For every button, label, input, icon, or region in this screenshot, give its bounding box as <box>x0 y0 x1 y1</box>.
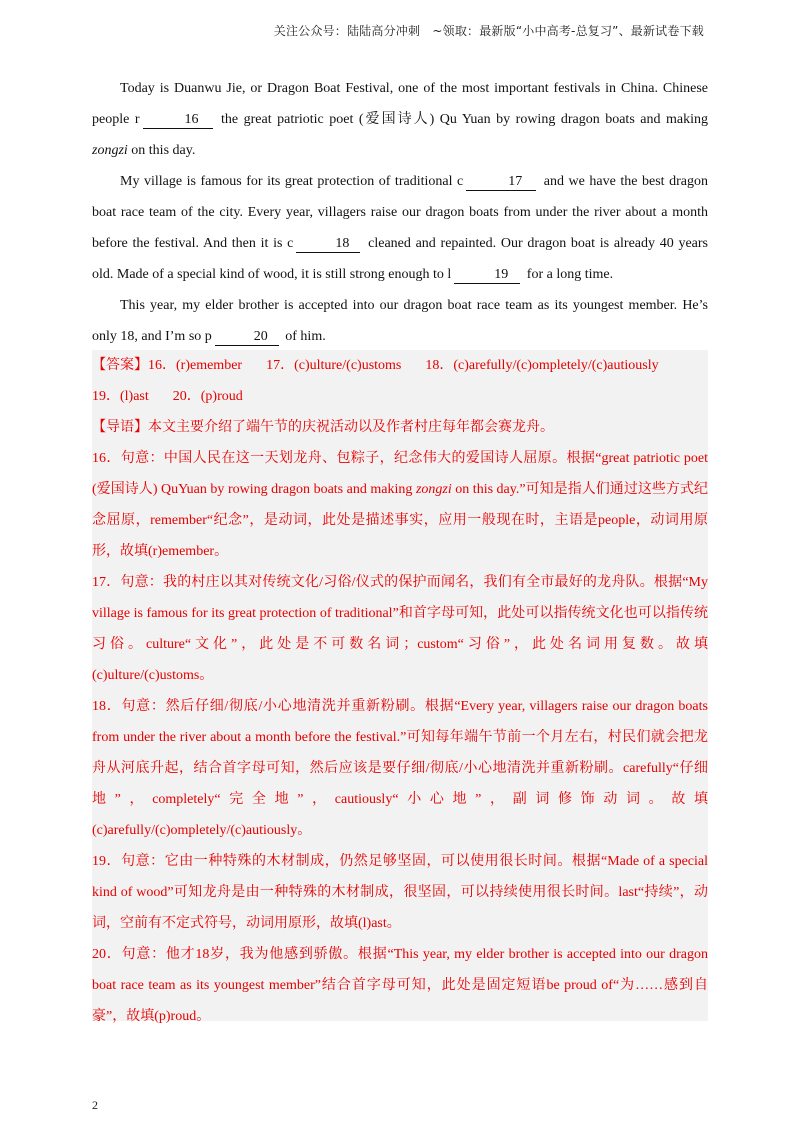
answer-19: 19．(l)ast <box>92 389 149 404</box>
passage-paragraph-2 <box>92 166 708 290</box>
passage-text: the great patriotic poet (爱国诗人) Qu Yuan by rowing dragon boats and making <box>215 112 708 127</box>
passage-paragraph-1 <box>92 73 708 166</box>
passage-text: My village is famous for its great protection of traditional c <box>120 174 464 189</box>
answer-label: 【答案】 <box>92 358 148 373</box>
passage-text: cleaned and repainted. Our dragon boat is already 40 years old. Made of a special kind of wood, it is still strong enough to l <box>92 236 708 282</box>
blank-18: 18 <box>296 235 360 253</box>
blank-19: 19 <box>454 266 520 284</box>
explanation-text: on this day.”可知是指人们通过这些方式纪念屈原，remember“纪念”，是动词，此处是描述事实，应用一般现在时，主语是people，动词用原形，故填(r)emember。 <box>92 482 708 559</box>
passage-text: for a long time. <box>523 267 614 282</box>
passage-paragraph-3 <box>92 290 708 352</box>
explanation-text: 16．句意：中国人民在这一天划龙舟、包粽子，纪念伟大的爱国诗人屈原。根据“great patriotic poet (爱国诗人) QuYuan by rowing dragon boats and making <box>92 451 708 497</box>
answer-20: 20．(p)roud <box>172 389 243 404</box>
answer-17: 17．(c)ulture/(c)ustoms <box>266 358 402 373</box>
blank-16: 16 <box>143 111 213 129</box>
passage-text: Today is Duanwu Jie, or Dragon Boat Festival, one of the most important festivals in China. Chinese people r <box>92 81 708 127</box>
passage-text: of him. <box>281 329 326 344</box>
answer-18: 18．(c)arefully/(c)ompletely/(c)autiously <box>425 358 659 373</box>
explanation-18: 18．句意：然后仔细/彻底/小心地清洗并重新粉刷。根据“Every year, villagers raise our dragon boats from under the river about a month before the festival.”可知每年端午节前一个月左右，村民们就会把龙舟从河底升起，结合首字母可知，然后应该是要仔细/彻底/小心地清洗并重新粉刷。carefully“仔细地”，completely“完全地”，cautiously“小心地”，副词修饰动词。故填(c)arefully/(c)ompletely/(c)autiously。 <box>92 699 708 838</box>
explanation-16 <box>92 443 708 567</box>
passage-text: on this day. <box>127 143 196 158</box>
zongzi-term: zongzi <box>92 143 128 158</box>
answer-list <box>92 350 708 412</box>
explanation-17: 17．句意：我的村庄以其对传统文化/习俗/仪式的保护而闻名，我们有全市最好的龙舟队。根据“My village is famous for its great protection of traditional”和首字母可知，此处可以指传统文化也可以指传统习俗。culture“文化”，此处是不可数名词；custom“习俗”，此处名词用复数。故填(c)ulture/(c)ustoms。 <box>92 575 708 683</box>
answer-section <box>92 350 708 1024</box>
page-header: 关注公众号：陆陆高分冲刺 ~领取：最新版“小中高考-总复习”、最新试卷下载 <box>273 24 704 38</box>
passage-text: and we have the best dragon boat race team of the city. Every year, villagers raise our dragon boats from under the river about a month before the festival. And then it is c <box>92 174 708 251</box>
explanation-20: 20．句意：他才18岁，我为他感到骄傲。根据“This year, my elder brother is accepted into our dragon boat race team as its youngest member”结合首字母可知，此处是固定短语be proud of“为……感到自豪”，故填(p)roud。 <box>92 947 708 1024</box>
explanation-19: 19．句意：它由一种特殊的木材制成，仍然足够坚固，可以使用很长时间。根据“Made of a special kind of wood”可知龙舟是由一种特殊的木材制成，很坚固，可以持续使用很长时间。last“持续”，动词，空前有不定式符号，动词用原形，故填(l)ast。 <box>92 854 708 931</box>
cloze-passage <box>92 73 708 352</box>
answer-16: 16．(r)emember <box>148 358 243 373</box>
blank-20: 20 <box>215 328 279 346</box>
passage-text: This year, my elder brother is accepted into our dragon boat race team as its youngest member. He’s only 18, and I’m so p <box>92 298 708 344</box>
blank-17: 17 <box>466 173 536 191</box>
guide-text: 【导语】本文主要介绍了端午节的庆祝活动以及作者村庄每年都会赛龙舟。 <box>92 420 554 435</box>
zongzi-term: zongzi <box>415 482 452 497</box>
page-number: 2 <box>92 1098 98 1112</box>
